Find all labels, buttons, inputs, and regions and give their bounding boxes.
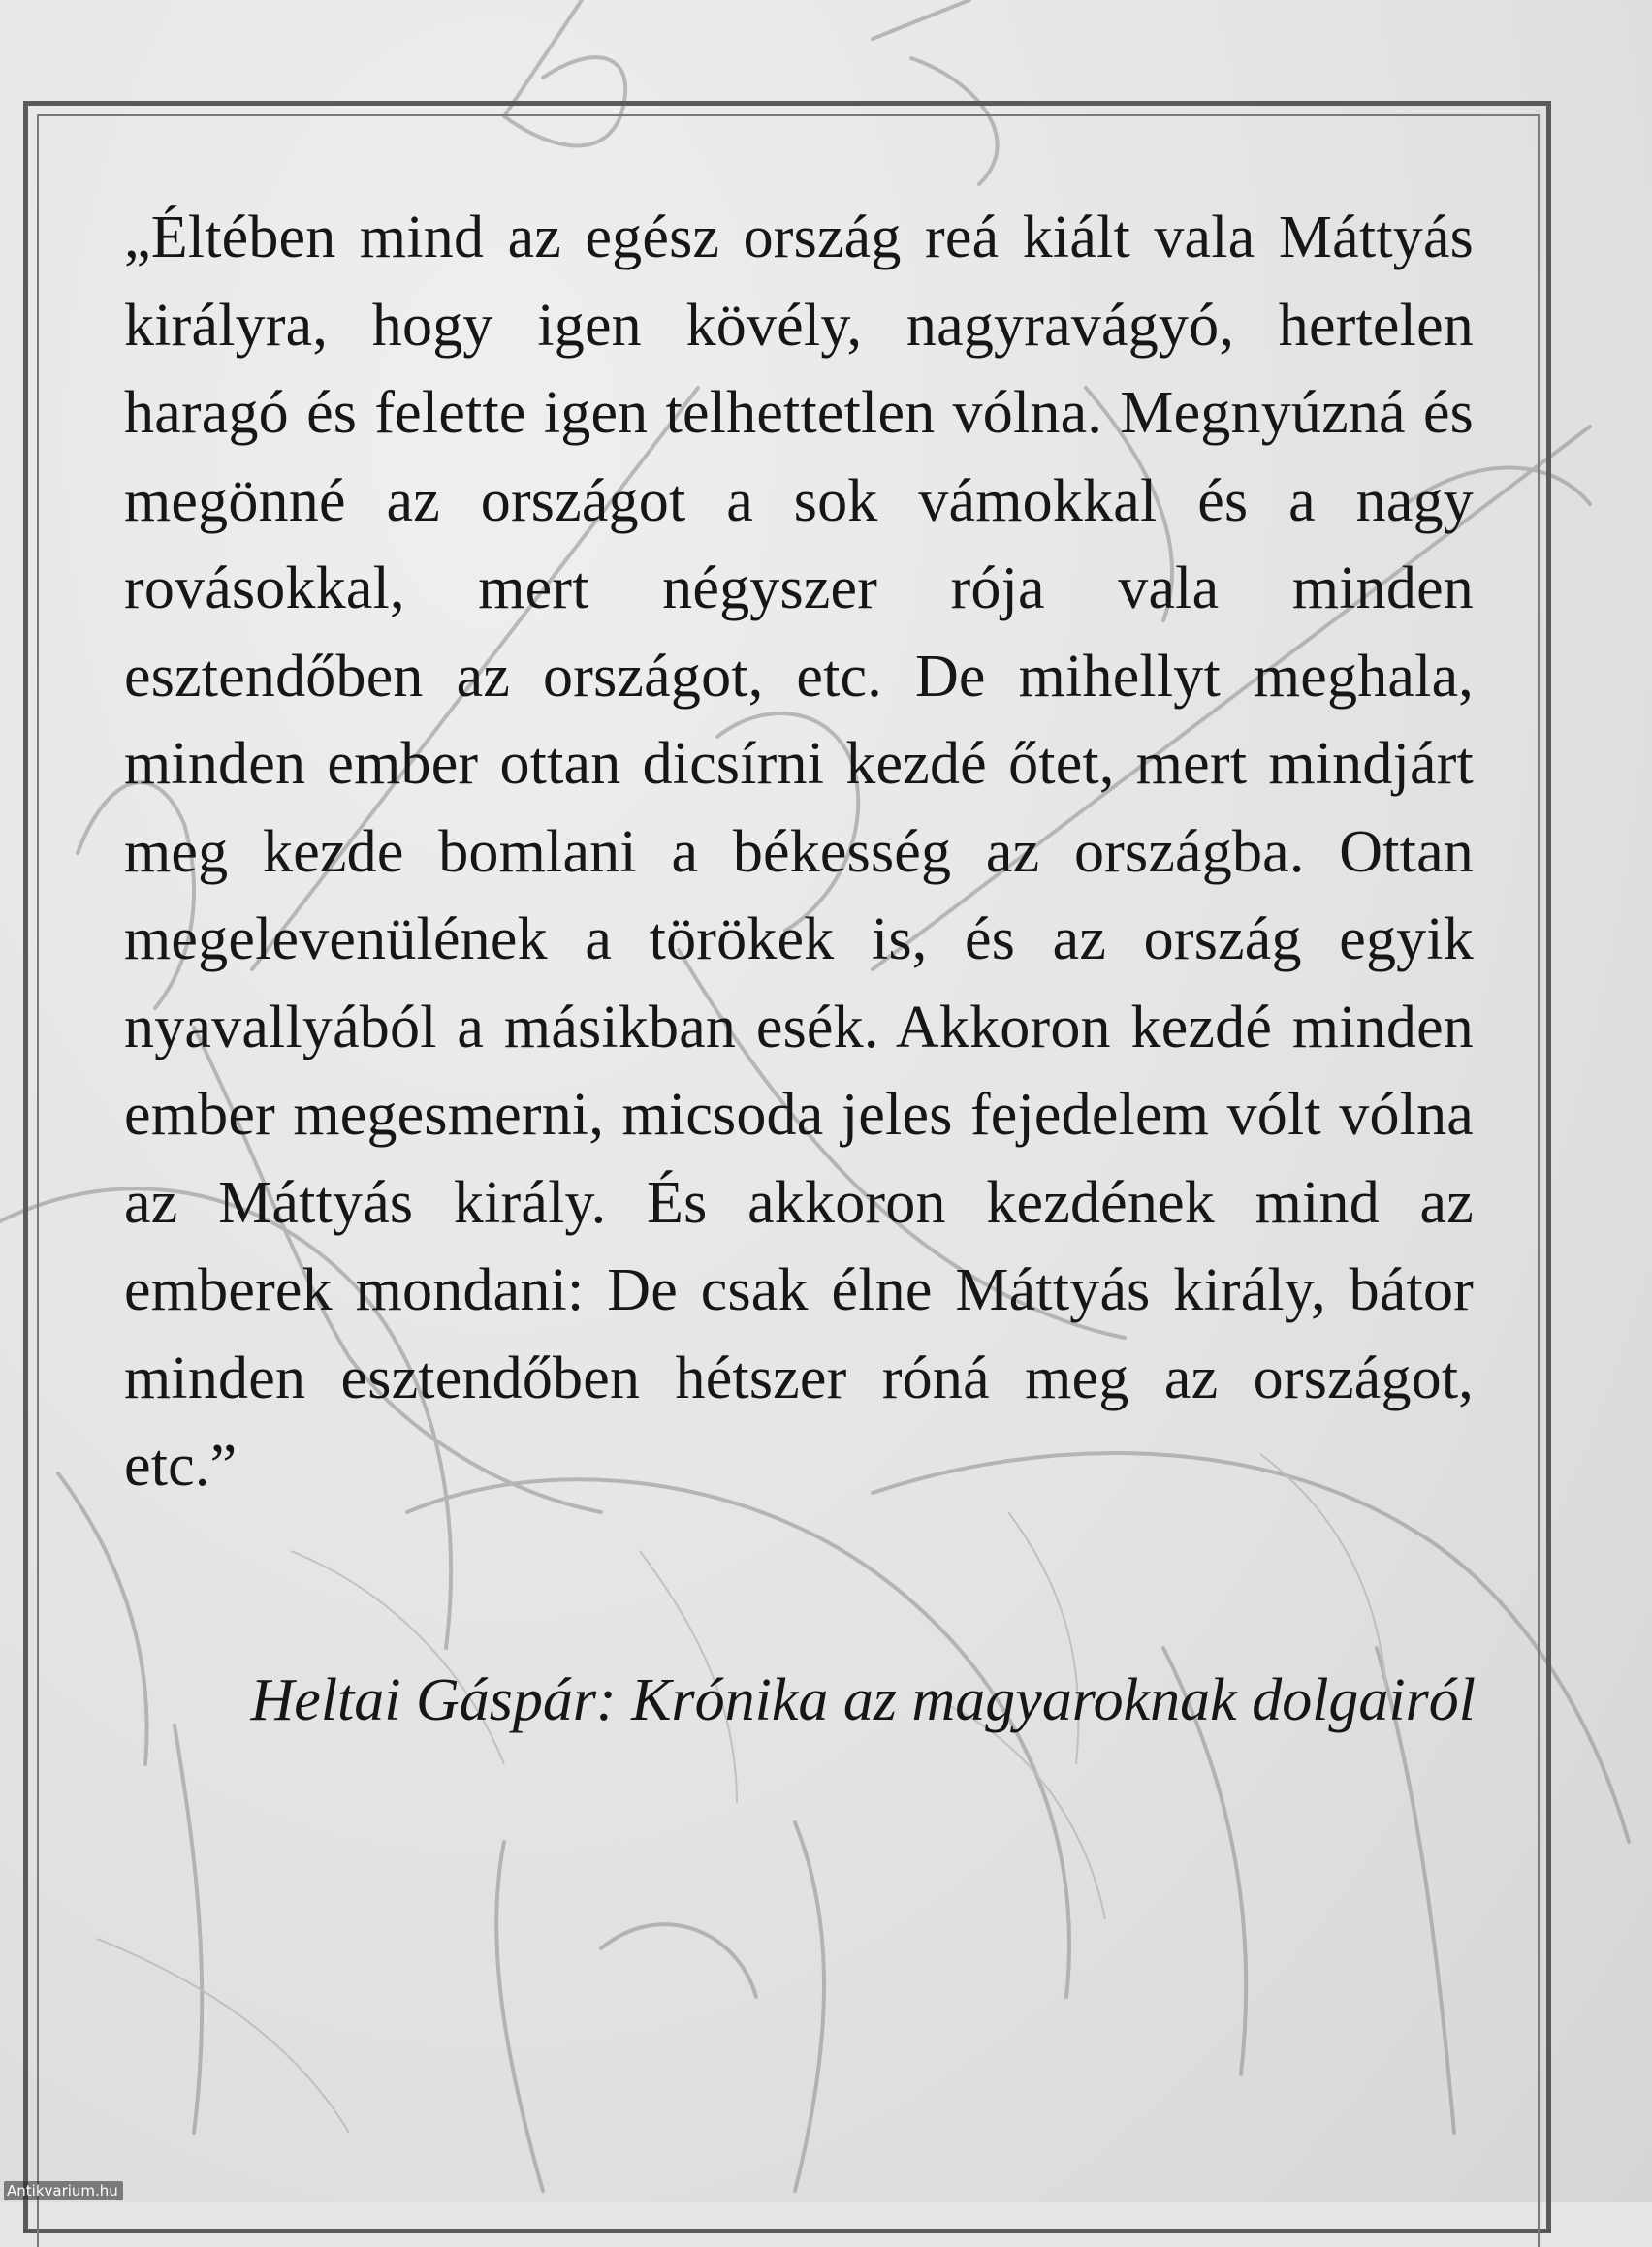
watermark: Antikvarium.hu	[4, 2181, 123, 2200]
quotation-attribution: Heltai Gáspár: Krónika az magyaroknak dolgairól	[250, 1667, 1476, 1733]
quotation-text: „Éltében mind az egész ország reá kiált vala Máttyás királyra, hogy igen kövély, nagyravágyó, hertelen haragó és felette igen telhettetlen vólna. Megnyúzná és megönné az országot a sok vámokkal és a nagy rovásokkal, mert négyszer rója vala minden esztendőben az országot, etc. De mihellyt meghala, minden ember ottan dicsírni kezdé őtet, mert mindjárt meg kezde bomlani a békesség az országba. Ottan megelevenülének a törökek is, és az ország egyik nyavallyából a másikban esék. Akkoron kezdé minden ember megesmerni, micsoda jeles fejedelem vólt vólna az Máttyás király. És akkoron kezdének mind az emberek mondani: De csak élne Máttyás király, bátor minden esztendőben hétszer róná meg az országot, etc.”	[124, 205, 1474, 1499]
